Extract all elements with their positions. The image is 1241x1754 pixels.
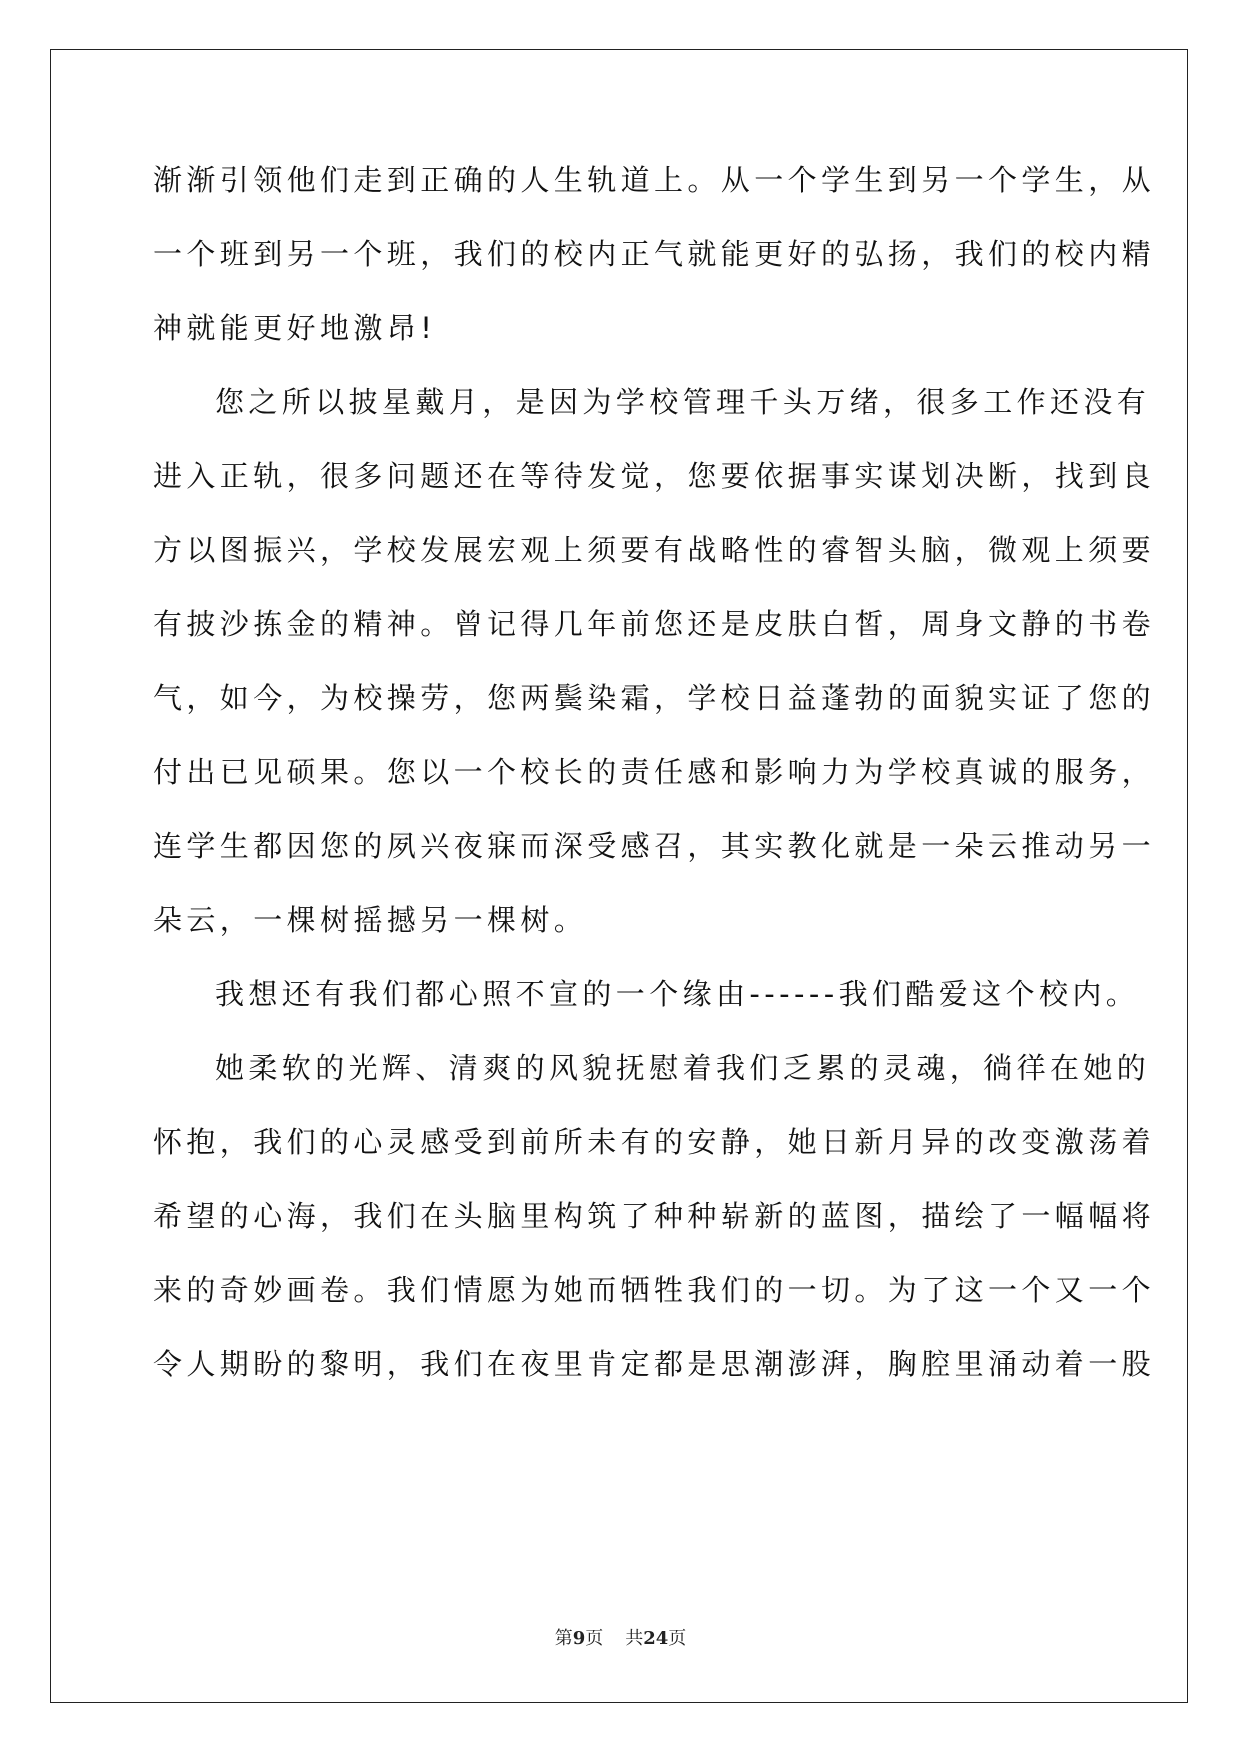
text-line: 怀抱，我们的心灵感受到前所未有的安静，她日新月异的改变激荡着 bbox=[153, 1125, 1156, 1159]
page-footer bbox=[0, 1627, 1241, 1651]
text-line: 一个班到另一个班，我们的校内正气就能更好的弘扬，我们的校内精 bbox=[153, 237, 1156, 271]
page-prefix: 第 bbox=[554, 1628, 573, 1649]
text-line: 来的奇妙画卷。我们情愿为她而牺牲我们的一切。为了这一个又一个 bbox=[153, 1273, 1156, 1307]
page-suffix: 页 bbox=[585, 1628, 604, 1649]
text-line: 朵云，一棵树摇撼另一棵树。 bbox=[153, 903, 588, 937]
total-prefix: 共 bbox=[625, 1628, 644, 1649]
paragraph-first-line: 她柔软的光辉、清爽的风貌抚慰着我们乏累的灵魂，徜徉在她的 bbox=[215, 1051, 1151, 1085]
paragraph-first-line: 您之所以披星戴月，是因为学校管理千头万绪，很多工作还没有 bbox=[215, 385, 1151, 419]
text-line: 希望的心海，我们在头脑里构筑了种种崭新的蓝图，描绘了一幅幅将 bbox=[153, 1199, 1156, 1233]
text-line: 气，如今，为校操劳，您两鬓染霜，学校日益蓬勃的面貌实证了您的 bbox=[153, 681, 1156, 715]
paragraph-first-line: 我想还有我们都心照不宣的一个缘由------我们酷爱这个校内。 bbox=[215, 977, 1140, 1011]
total-suffix: 页 bbox=[668, 1628, 687, 1649]
text-line: 连学生都因您的夙兴夜寐而深受感召，其实教化就是一朵云推动另一 bbox=[153, 829, 1156, 863]
page-border bbox=[50, 49, 1188, 1703]
total-pages: 24 bbox=[643, 1628, 669, 1649]
text-line: 方以图振兴，学校发展宏观上须要有战略性的睿智头脑，微观上须要 bbox=[153, 533, 1156, 567]
text-line: 渐渐引领他们走到正确的人生轨道上。从一个学生到另一个学生，从 bbox=[153, 163, 1156, 197]
text-line: 令人期盼的黎明，我们在夜里肯定都是思潮澎湃，胸腔里涌动着一股 bbox=[153, 1347, 1156, 1381]
text-line: 进入正轨，很多问题还在等待发觉，您要依据事实谋划决断，找到良 bbox=[153, 459, 1156, 493]
text-line: 付出已见硕果。您以一个校长的责任感和影响力为学校真诚的服务， bbox=[153, 755, 1156, 789]
text-line: 神就能更好地激昂! bbox=[153, 311, 437, 345]
text-line: 有披沙拣金的精神。曾记得几年前您还是皮肤白皙，周身文静的书卷 bbox=[153, 607, 1156, 641]
page-number: 9 bbox=[572, 1628, 586, 1649]
